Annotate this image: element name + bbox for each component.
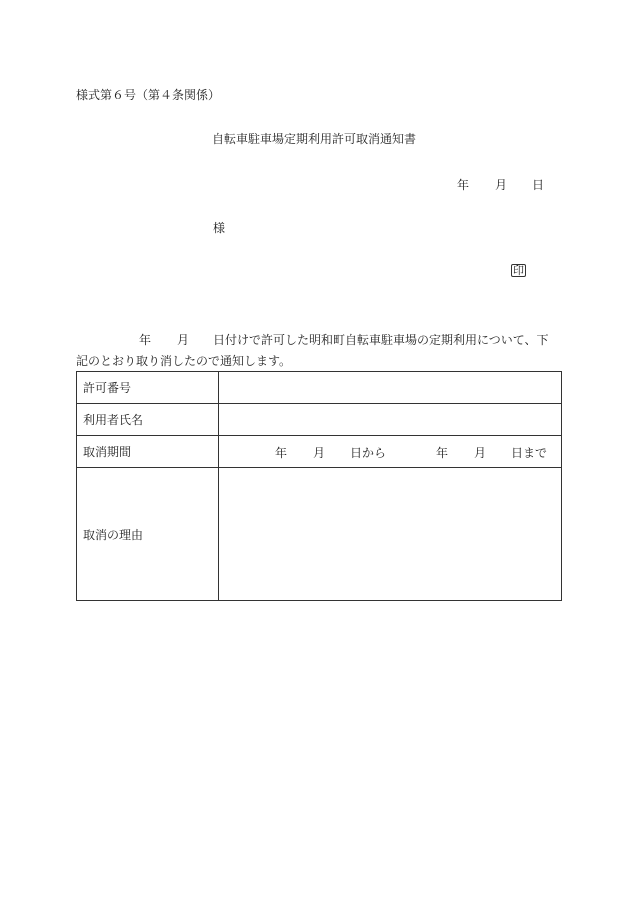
period-to-year: 年 bbox=[436, 446, 449, 460]
permit-number-field[interactable] bbox=[219, 372, 562, 404]
table-row-user-name bbox=[77, 404, 562, 436]
period-from-month: 月 bbox=[313, 446, 326, 460]
date-month-label: 月 bbox=[495, 178, 508, 192]
body-year-label: 年 bbox=[139, 333, 152, 347]
date-day-label: 日 bbox=[532, 178, 545, 192]
permit-number-label: 許可番号 bbox=[77, 372, 219, 404]
cancel-reason-label: 取消の理由 bbox=[77, 468, 219, 601]
body-text-line1: 日付けで許可した明和町自転車駐車場の定期利用について、下 bbox=[213, 333, 549, 347]
table-row-permit-number bbox=[77, 372, 562, 404]
user-name-field[interactable] bbox=[219, 404, 562, 436]
document-title: 自転車駐車場定期利用許可取消通知書 bbox=[212, 132, 417, 146]
period-to-day: 日まで bbox=[511, 446, 548, 460]
period-to-month: 月 bbox=[474, 446, 487, 460]
body-text-line2: 記のとおり取り消したので通知します。 bbox=[76, 354, 292, 368]
date-year-label: 年 bbox=[457, 178, 470, 192]
form-number: 様式第６号（第４条関係） bbox=[76, 88, 221, 102]
addressee-honorific: 様 bbox=[213, 221, 226, 235]
cancel-period-field[interactable] bbox=[219, 436, 562, 468]
body-month-label: 月 bbox=[177, 333, 190, 347]
cancel-period-label: 取消期間 bbox=[77, 436, 219, 468]
period-from-day: 日から bbox=[350, 446, 387, 460]
user-name-label: 利用者氏名 bbox=[77, 404, 219, 436]
cancel-reason-field[interactable] bbox=[219, 468, 562, 601]
table-row-cancel-period bbox=[77, 436, 562, 468]
seal-mark: 印 bbox=[513, 264, 524, 277]
period-from-year: 年 bbox=[275, 446, 288, 460]
table-row-cancel-reason bbox=[77, 468, 562, 601]
notice-details-table bbox=[76, 371, 562, 601]
